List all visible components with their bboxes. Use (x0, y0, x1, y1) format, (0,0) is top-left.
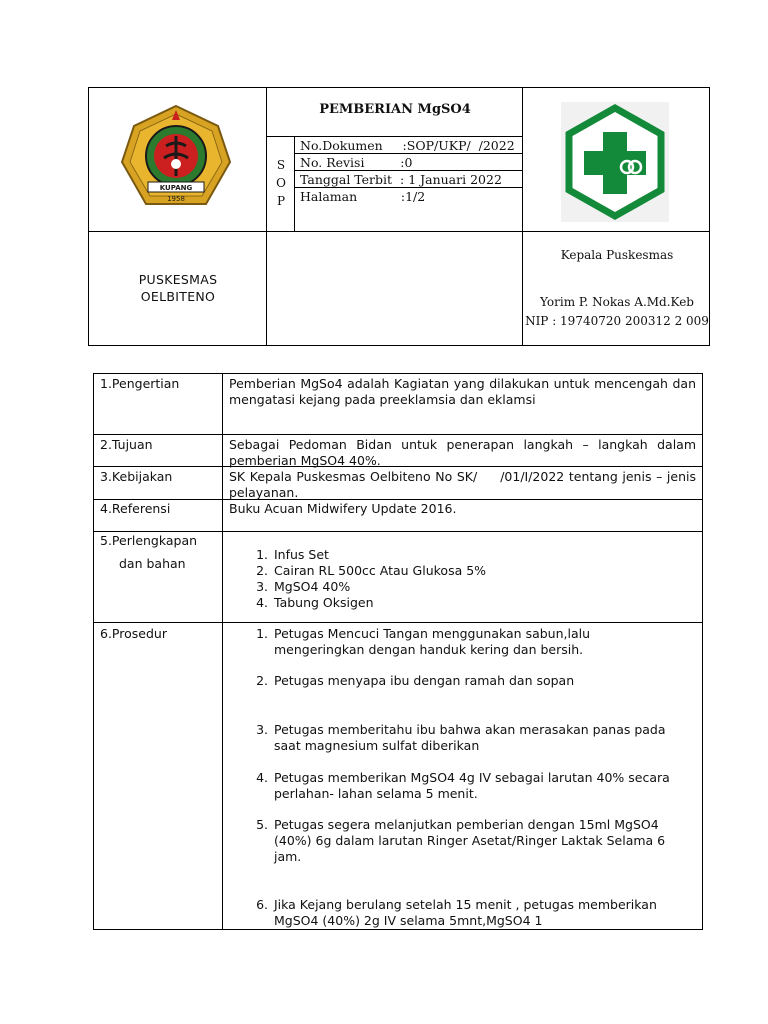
text-pengertian: Pemberian MgSo4 adalah Kagiatan yang dilakukan untuk mencengah dan mengatasi kejang pada preeklamsia dan eklamsi (229, 376, 696, 407)
organization-name (90, 271, 266, 305)
signatory-role: Kepala Puskesmas (560, 248, 674, 262)
org-name-line1: PUSKESMAS (138, 272, 218, 287)
doc-page: Halaman :1/2 (300, 189, 426, 204)
text-tujuan: Sebagai Pedoman Bidan untuk penerapan langkah – langkah dalam pemberian MgSO4 40%. (229, 437, 696, 468)
logo-year-text: 1958 (167, 195, 185, 203)
sop-letter-s: S (276, 158, 286, 172)
document-title: PEMBERIAN MgSO4 (319, 102, 471, 117)
doc-issue-date: Tanggal Terbit : 1 Januari 2022 (300, 172, 502, 187)
text-referensi: Buku Acuan Midwifery Update 2016. (229, 501, 457, 516)
logo-band-text: KUPANG (159, 184, 193, 192)
label-referensi: 4.Referensi (100, 501, 171, 516)
label-perlengkapan-2: dan bahan (119, 556, 186, 571)
label-kebijakan: 3.Kebijakan (100, 469, 173, 484)
label-tujuan: 2.Tujuan (100, 437, 153, 452)
sop-letter-o: O (276, 176, 286, 190)
kupang-logo (118, 100, 234, 216)
label-prosedur: 6.Prosedur (100, 626, 167, 641)
doc-revision: No. Revisi :0 (300, 155, 413, 170)
sop-letter-p: P (276, 194, 286, 208)
signatory-name: Yorim P. Nokas A.Md.Keb (540, 295, 694, 309)
text-kebijakan: SK Kepala Puskesmas Oelbiteno No SK/ /01/I/2022 tentang jenis – jenis pelayanan. (229, 469, 700, 500)
org-name-line2: OELBITENO (140, 289, 216, 304)
puskesmas-logo (561, 102, 669, 222)
signatory-nip: NIP : 19740720 200312 2 009 (525, 314, 709, 328)
label-perlengkapan: 5.Perlengkapan (100, 533, 198, 548)
doc-number: No.Dokumen :SOP/UKP/ /2022 (300, 138, 515, 153)
label-pengertian: 1.Pengertian (100, 376, 180, 391)
